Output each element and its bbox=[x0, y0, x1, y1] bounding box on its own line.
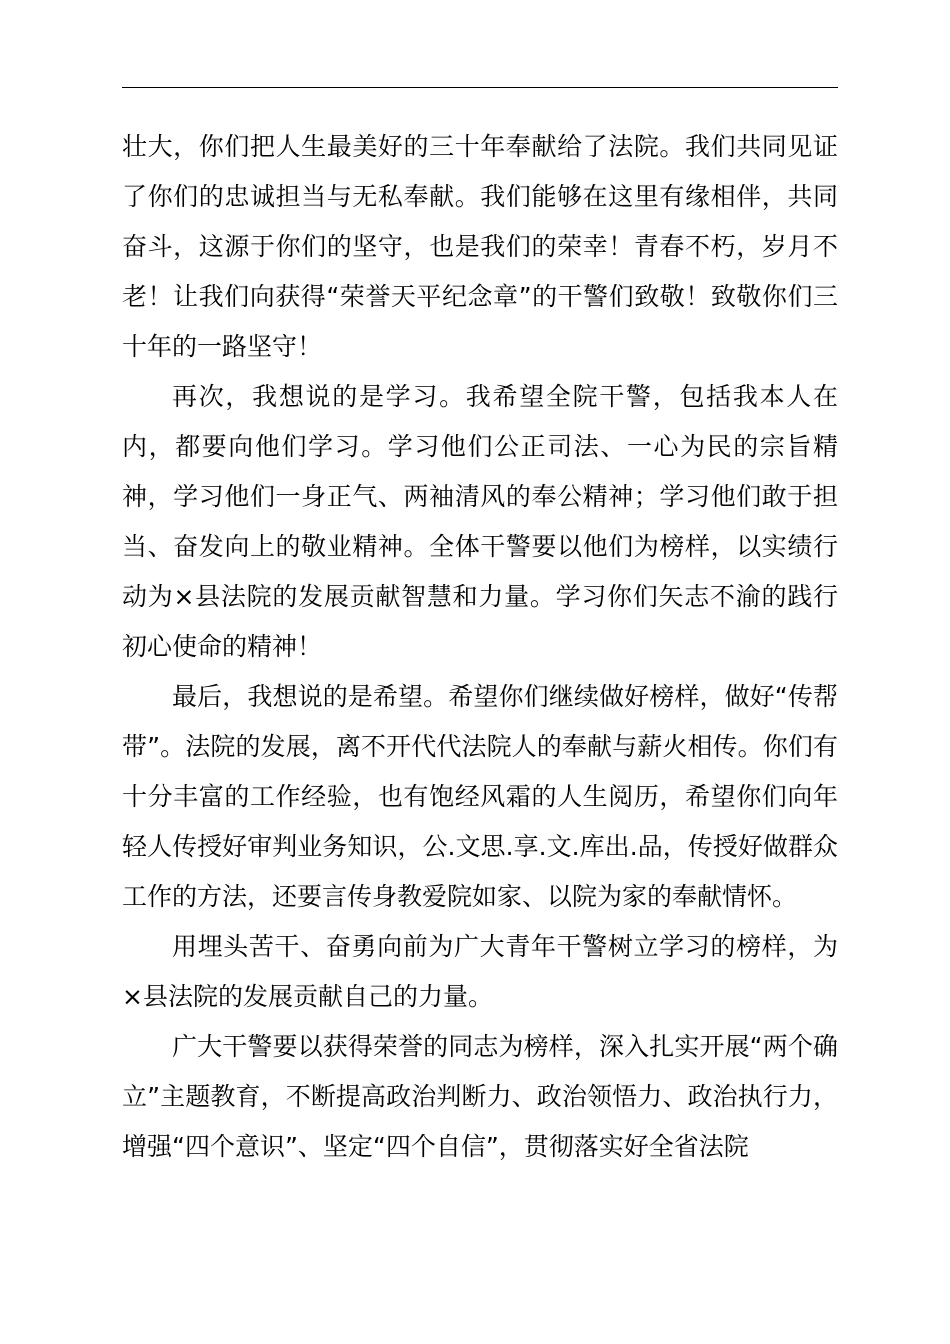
paragraph-education: 广大干警要以获得荣誉的同志为榜样，深入扎实开展“两个确立”主题教育，不断提高政治判断力、政治领悟力、政治执行力，增强“四个意识”、坚定“四个自信”，贯彻落实好全省法院 bbox=[122, 1032, 838, 1161]
paragraph-study: 再次，我想说的是学习。我希望全院干警，包括我本人在内，都要向他们学习。学习他们公正司法、一心为民的宗旨精神，学习他们一身正气、两袖清风的奉公精神；学习他们敢于担当、奋发向上的敬业精神。全体干警要以他们为榜样，以实绩行动为×县法院的发展贡献智慧和力量。学习你们矢志不渝的践行初心使命的精神！ bbox=[122, 382, 838, 661]
paragraph-continuation: 壮大，你们把人生最美好的三十年奉献给了法院。我们共同见证了你们的忠诚担当与无私奉献。我们能够在这里有缘相伴，共同奋斗，这源于你们的坚守，也是我们的荣幸！青春不朽，岁月不老！让我们向获得“荣誉天平纪念章”的干警们致敬！致敬你们三十年的一路坚守！ bbox=[122, 132, 838, 361]
header-divider bbox=[122, 87, 838, 88]
document-body bbox=[122, 122, 838, 1172]
paragraph-hope: 最后，我想说的是希望。希望你们继续做好榜样，做好“传帮带”。法院的发展，离不开代代法院人的奉献与薪火相传。你们有十分丰富的工作经验，也有饱经风霜的人生阅历，希望你们向年轻人传授好审判业务知识，公.文思.享.文.库出.品，传授好做群众工作的方法，还要言传身教爱院如家、以院为家的奉献情怀。 bbox=[122, 682, 838, 911]
paragraph-role-model: 用埋头苦干、奋勇向前为广大青年干警树立学习的榜样，为×县法院的发展贡献自己的力量。 bbox=[122, 932, 838, 1011]
